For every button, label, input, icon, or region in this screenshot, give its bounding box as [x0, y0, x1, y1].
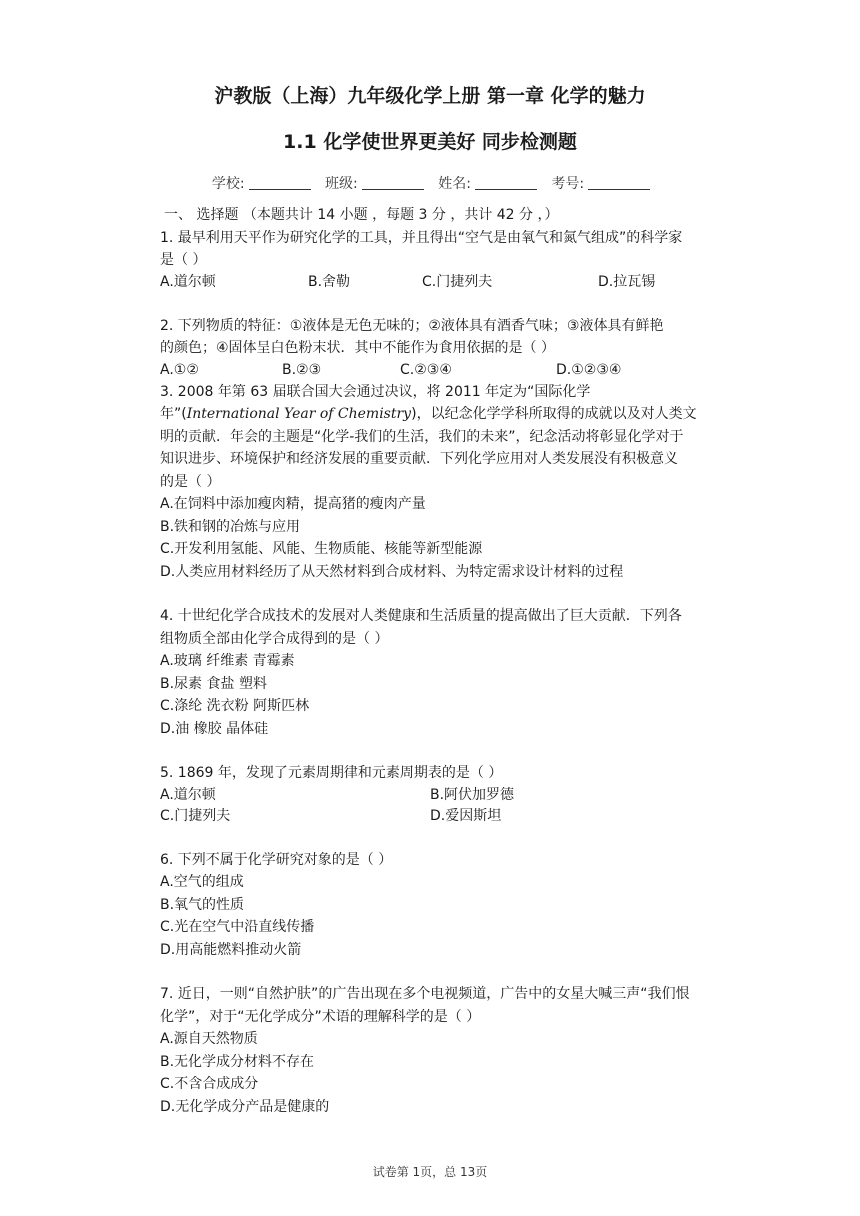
option-b: B.尿素 食盐 塑料: [160, 675, 267, 692]
option-a: A.空气的组成: [160, 874, 244, 890]
question-stem: 7. 近日，一则“自然护肤”的广告出现在多个电视频道，广告中的女星大喊三声“我们恨: [160, 986, 690, 1002]
school-blank: [249, 175, 311, 190]
question-stem: 的颜色；④固体呈白色粉末状．其中不能作为食用依据的是（ ）: [160, 340, 555, 356]
options-row: [160, 360, 740, 381]
student-info-line: [0, 174, 860, 194]
option-a: A.在饲料中添加瘦肉精，提高猪的瘦肉产量: [160, 496, 426, 512]
question-stem: 组物质全部由化学合成得到的是（ ）: [160, 630, 389, 647]
option-b: B.无化学成分材料不存在: [160, 1053, 315, 1070]
stem-italic-text: International Year of Chemistry: [186, 406, 412, 422]
option-b: B.氧气的性质: [160, 896, 245, 913]
exam-number-blank: [588, 175, 650, 190]
name-label: 姓名:: [438, 176, 471, 192]
stem-text: )，以纪念化学学科所取得的成就以及对人类文: [411, 406, 697, 422]
options-row: [160, 272, 740, 293]
question-stem: 3. 2008 年第 63 届联合国大会通过决议，将 2011 年定为“国际化学: [160, 383, 591, 400]
option-a: A.①②: [160, 361, 199, 378]
question-5: [160, 762, 740, 827]
option-a: A.玻璃 纤维素 青霉素: [160, 653, 295, 669]
question-6: [160, 849, 740, 962]
question-list: [160, 204, 740, 1118]
exam-subtitle: 1.1 化学使世界更美好 同步检测题: [283, 131, 577, 153]
option-d: D.无化学成分产品是健康的: [160, 1098, 330, 1115]
option-b: B.舍勒: [308, 273, 351, 290]
exam-title: 沪教版（上海）九年级化学上册 第一章 化学的魅力: [214, 85, 646, 107]
option-c: C.光在空气中沿直线传播: [160, 919, 315, 935]
question-stem: 明的贡献．年会的主题是“化学-我们的生活，我们的未来”，纪念活动将彰显化学对于: [160, 428, 684, 445]
question-1: [160, 227, 740, 293]
question-stem: 是（ ）: [160, 252, 207, 268]
option-b: B.阿伏加罗德: [430, 786, 515, 803]
option-c: C.开发利用氢能、风能、生物质能、核能等新型能源: [160, 541, 483, 557]
section-heading: 一、 选择题 （本题共计 14 小题 ，每题 3 分 ，共计 42 分 ，）: [164, 207, 559, 223]
name-blank: [475, 175, 537, 190]
question-stem: 4. 十世纪化学合成技术的发展对人类健康和生活质量的提高做出了巨大贡献．下列各: [160, 608, 682, 624]
option-c: C.涤纶 洗衣粉 阿斯匹林: [160, 698, 310, 714]
option-c: C.门捷列夫: [160, 807, 231, 824]
option-b: B.②③: [282, 361, 322, 378]
question-stem: 6. 下列不属于化学研究对象的是（ ）: [160, 851, 393, 868]
question-stem: 5. 1869 年，发现了元素周期律和元素周期表的是（ ）: [160, 765, 503, 781]
option-a: A.源自天然物质: [160, 1031, 258, 1047]
question-stem: 1. 最早利用天平作为研究化学的工具，并且得出“空气是由氧气和氮气组成”的科学家: [160, 229, 683, 246]
page-footer: 试卷第 1页，总 13页: [372, 1165, 488, 1179]
question-stem: [160, 403, 740, 426]
option-d: D.油 橡胶 晶体硅: [160, 720, 269, 737]
question-7: [160, 983, 740, 1118]
exam-number-label: 考号:: [551, 176, 585, 192]
options-row: [160, 806, 740, 827]
option-a: A.道尔顿: [160, 786, 216, 803]
question-2: [160, 315, 740, 381]
option-c: C.不含合成成分: [160, 1076, 259, 1092]
question-stem: 知识进步、环境保护和经济发展的重要贡献．下列化学应用对人类发展没有积极意义: [160, 451, 678, 467]
class-blank: [362, 175, 424, 190]
school-label: 学校:: [211, 176, 245, 192]
option-d: D.人类应用材料经历了从天然材料到合成材料、为特定需求设计材料的过程: [160, 563, 624, 580]
option-a: A.道尔顿: [160, 273, 216, 290]
question-4: [160, 605, 740, 740]
stem-text: 年”(: [160, 406, 187, 422]
option-c: C.②③④: [400, 361, 452, 378]
question-3: [160, 381, 740, 584]
option-d: D.爱因斯坦: [430, 807, 502, 824]
option-d: D.拉瓦锡: [598, 273, 656, 290]
option-d: D.①②③④: [556, 361, 622, 378]
class-label: 班级:: [325, 176, 358, 192]
option-d: D.用高能燃料推动火箭: [160, 941, 302, 958]
question-stem: 化学”，对于“无化学成分”术语的理解科学的是（ ）: [160, 1008, 481, 1025]
question-stem: 2. 下列物质的特征：①液体是无色无味的；②液体具有酒香气味；③液体具有鲜艳: [160, 317, 664, 334]
option-c: C.门捷列夫: [422, 273, 493, 290]
option-b: B.铁和钢的冶炼与应用: [160, 518, 301, 535]
question-stem: 的是（ ）: [160, 473, 221, 490]
options-row: [160, 785, 740, 806]
